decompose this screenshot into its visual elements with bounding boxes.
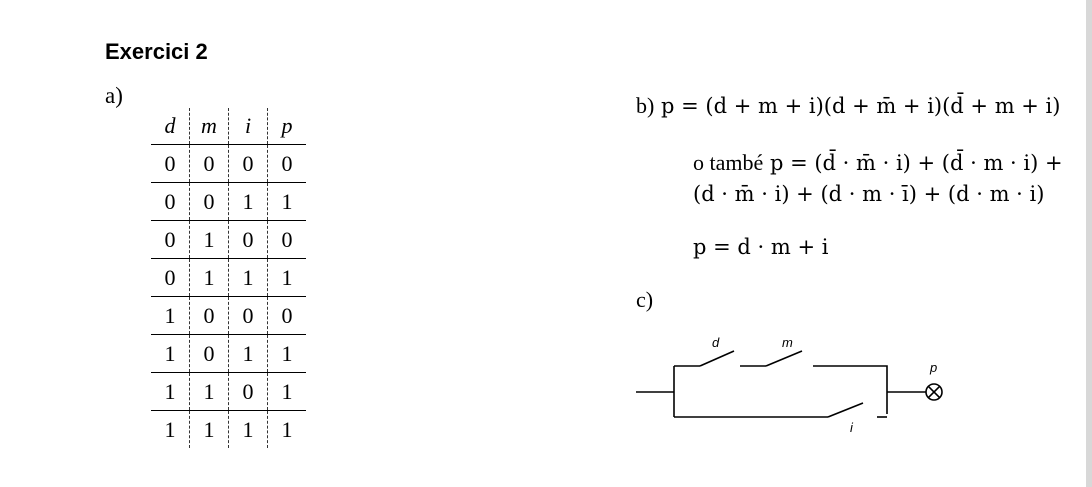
tambe-prefix: o també [693, 150, 764, 175]
header-p: p [268, 108, 307, 145]
switch-m [766, 351, 802, 366]
table-row [151, 297, 306, 335]
table-cell: 0 [151, 145, 190, 183]
table-cell: 0 [229, 297, 268, 335]
header-m: m [190, 108, 229, 145]
table-cell: 1 [268, 335, 307, 373]
table-cell: 1 [268, 259, 307, 297]
table-cell: 0 [229, 373, 268, 411]
table-cell: 0 [229, 221, 268, 259]
table-row [151, 373, 306, 411]
table-cell: 1 [190, 259, 229, 297]
table-row [151, 411, 306, 449]
table-cell: 1 [190, 221, 229, 259]
lamp-cross-icon [928, 386, 939, 397]
table-cell: 0 [190, 145, 229, 183]
table-cell: 0 [151, 259, 190, 297]
table-cell: 1 [229, 411, 268, 449]
table-cell: 1 [190, 411, 229, 449]
table-cell: 1 [229, 259, 268, 297]
header-i: i [229, 108, 268, 145]
table-cell: 1 [151, 411, 190, 449]
truth-table-header-row [151, 108, 306, 145]
formula-simplified: p = d · m + i [693, 235, 829, 259]
formula-tambe-line2: (d · m̄ · i) + (d · m · ī) + (d · m · i) [693, 182, 1045, 206]
header-d: d [151, 108, 190, 145]
table-cell: 0 [190, 297, 229, 335]
table-cell: 1 [151, 297, 190, 335]
part-c-label: c) [636, 287, 654, 312]
part-a-label: a) [105, 83, 123, 108]
top-wire-right [813, 366, 887, 414]
table-cell: 0 [268, 221, 307, 259]
table-row [151, 259, 306, 297]
lamp-label: p [930, 360, 938, 375]
table-cell: 0 [190, 183, 229, 221]
table-row [151, 183, 306, 221]
switch-d [700, 351, 734, 366]
table-cell: 0 [151, 221, 190, 259]
switch-i-label: i [850, 420, 853, 435]
formula-b-expression: p = (d + m + i)(d + m̄ + i)(d̄ + m + i) [661, 94, 1061, 118]
tambe-expression-1: p = (d̄ · m̄ · i) + (d̄ · m · i) + [769, 151, 1063, 175]
exercise-title: Exercici 2 [105, 39, 208, 64]
formula-b [636, 92, 1060, 120]
table-row [151, 335, 306, 373]
table-row [151, 145, 306, 183]
table-cell: 1 [151, 373, 190, 411]
table-row [151, 221, 306, 259]
switch-i [828, 403, 863, 417]
table-cell: 0 [268, 145, 307, 183]
table-cell: 1 [268, 183, 307, 221]
table-cell: 1 [268, 373, 307, 411]
table-cell: 1 [281, 416, 293, 442]
switch-m-label: m [782, 335, 793, 350]
table-cell: 1 [151, 335, 190, 373]
table-cell: 0 [229, 145, 268, 183]
page-edge [1086, 0, 1092, 487]
table-cell: 0 [268, 297, 307, 335]
formula-tambe-line1 [693, 149, 1063, 177]
table-cell: 1 [190, 373, 229, 411]
table-cell: 1 [229, 335, 268, 373]
table-cell: 0 [190, 335, 229, 373]
truth-table [151, 108, 306, 448]
table-cell: 1 [229, 183, 268, 221]
part-b-label: b) [636, 93, 655, 118]
switch-d-label: d [712, 335, 720, 350]
circuit-diagram [630, 328, 960, 440]
table-cell: 0 [151, 183, 190, 221]
